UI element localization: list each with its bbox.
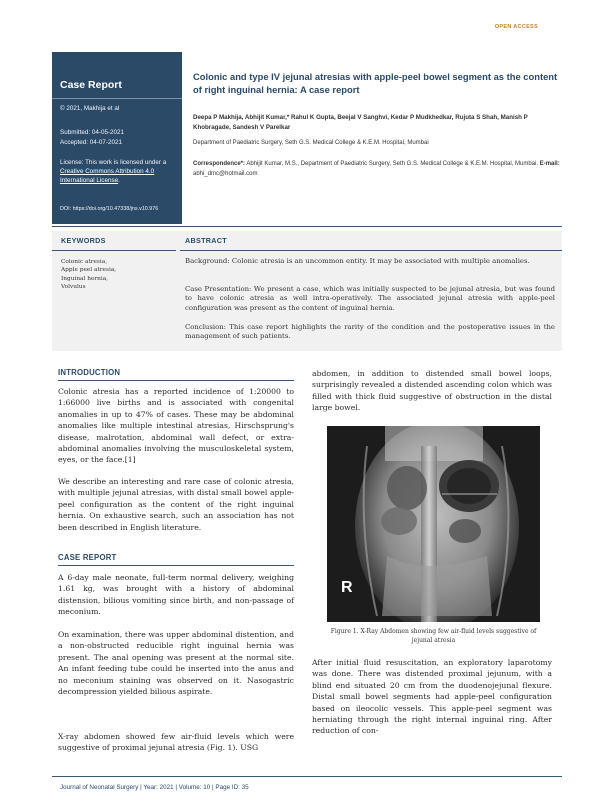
footer-rule (52, 776, 562, 777)
correspondence-text: Abhijit Kumar, M.S., Department of Paediatric Surgery, Seth G.S. Medical College & K.E.M. Hospital, Mumbai. (245, 161, 539, 167)
open-access-badge (495, 24, 538, 30)
department: Department of Paediatric Surgery, Seth G.S. Medical College & K.E.M. Hospital, Mumbai (193, 140, 429, 146)
license-suffix: . (118, 177, 120, 184)
keyword-item: Inguinal hernia, (61, 275, 109, 282)
correspondence (193, 160, 563, 179)
intro-paragraph-2: We describe an interesting and rare case of colonic atresia, with multiple jejunal atresias, with distal small bowel apple-peel configuration as the content of the right inguinal hernia. On exhaustive search, such an association has not been described in English literature. (58, 477, 294, 532)
abstract-rule (180, 250, 562, 251)
header-divider (52, 226, 562, 227)
xray-image (327, 426, 540, 622)
correspondence-label: Correspondence*: (193, 161, 246, 167)
xray-figure (327, 426, 540, 622)
author-list: Deepa P Makhija, Abhijit Kumar,* Rahul K Gupta, Beejal V Sanghvi, Kedar P Mudkhedkar, Rujuta S Shah, Manish P Khobragade, Sandesh V Parelkar (193, 114, 528, 131)
panel-divider (52, 98, 182, 99)
keyword-item: Colonic atresia, (61, 259, 108, 265)
accepted-date: Accepted: 04-07-2021 (60, 139, 122, 146)
email-address[interactable]: abhi_dmc@hotmail.com (193, 170, 258, 177)
abstract-conclusion: Conclusion: This case report highlights the rarity of the condition and the postoperative issues in the management of such patients. (185, 323, 555, 341)
journal-footer: Journal of Neonatal Surgery | Year: 2021 | Volume: 10 | Page ID: 35 (60, 784, 249, 791)
license-prefix: License: This work is licensed under a (60, 159, 167, 166)
introduction-heading: INTRODUCTION (58, 368, 121, 377)
case-paragraph-2: On examination, there was upper abdominal distention, and a non-obstructed reducible right inguinal hernia was present. The anal opening was present at the normal site. An infant feeding tube could be inserted into the anus and no meconium staining was observed on it. Nasogastric decompression yielded bilious aspirate. (58, 630, 294, 697)
col2-paragraph-2: After initial fluid resuscitation, an exploratory laparotomy was done. There was distended proximal jejunum, with a blind end situated 20 cm from the duodenojejunal flexure. Distal small bowel segments had apple-peel configuration based on ileocolic vessels. This apple-peel segment was herniating through the right internal inguinal ring. After reduction of con- (312, 658, 552, 736)
case-paragraph-3: X-ray abdomen showed few air-fluid levels which were suggestive of proximal jejunal atresia (Fig. 1). USG (58, 732, 294, 753)
abstract-background: Background: Colonic atresia is an uncommon entity. It may be associated with multiple anomalies. (185, 257, 530, 265)
intro-paragraph-1: Colonic atresia has a reported incidence of 1:20000 to 1:66000 live births and is associated with congenital anomalies in up to 47% of cases. These may be abdominal anomalies like multiple intestinal atresias, Hirschsprung's disease, malrotation, abdominal wall defect, or extra-abdominal anomalies involving the musculoskeletal system, eyes, or the face.[1] (58, 387, 294, 465)
section-rule (58, 565, 294, 566)
section-rule (58, 380, 294, 381)
keyword-list (61, 258, 116, 291)
submitted-date: Submitted: 04-05-2021 (60, 129, 125, 136)
article-title: Colonic and type IV jejunal atresias with apple-peel bowel segment as the content of right inguinal hernia: A case report (193, 71, 558, 95)
copyright: © 2021, Makhija et al (60, 105, 120, 112)
keyword-item: Volvulus (61, 283, 86, 290)
col2-paragraph-1: abdomen, in addition to distended small bowel loops, surprisingly revealed a distended ascending colon which was filled with thick fluid suggestive of obstruction in the distal large bowel. (312, 369, 552, 413)
xray-side-marker: R (341, 579, 353, 596)
article-type: Case Report (60, 79, 122, 91)
case-report-heading: CASE REPORT (58, 553, 117, 562)
article-info-panel (52, 52, 182, 224)
license (60, 158, 178, 185)
doi[interactable]: DOI: https://doi.org/10.47338/jns.v10.976 (60, 206, 159, 212)
license-link[interactable]: Creative Commons Attribution 4.0 International License (60, 168, 155, 184)
keyword-item: Apple peel atresia, (61, 267, 117, 274)
email-label: E-mail: (538, 161, 560, 167)
keywords-rule (52, 250, 176, 251)
figure-caption: Figure 1. X-Ray Abdomen showing few air-fluid levels suggestive of jejunal atresia (330, 628, 537, 644)
abstract-heading: ABSTRACT (185, 236, 227, 245)
keywords-heading: KEYWORDS (61, 236, 106, 245)
open-access-label: OPEN ACCESS (494, 24, 538, 30)
case-paragraph-1: A 6-day male neonate, full-term normal delivery, weighing 1.61 kg, was brought with a history of abdominal distension, bilious vomiting since birth, and non-passage of meconium. (58, 573, 294, 617)
abstract-presentation: Case Presentation: We present a case, which was initially suspected to be jejunal atresia, but was found to have colonic atresia as well intra-operatively. The associated jejunal atresia with apple-peel configuration was present as the content of inguinal hernia. (185, 285, 555, 312)
